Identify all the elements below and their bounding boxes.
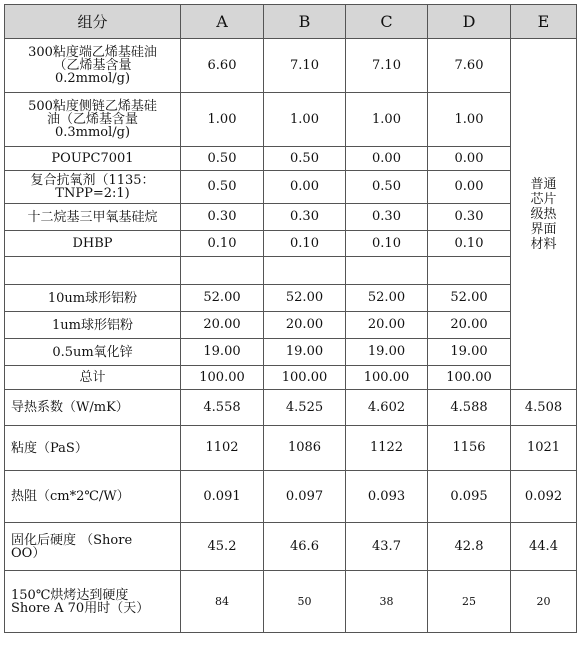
value-cell-b: 1.00 (264, 93, 346, 147)
value-cell-d: 100.00 (428, 366, 511, 390)
value-cell-d (428, 257, 511, 285)
formulation-table (4, 4, 577, 633)
header-d: D (428, 5, 511, 39)
row-label-line: 10um球形铝粉 (47, 290, 138, 306)
composition-row (5, 147, 577, 171)
value-cell-a: 0.50 (181, 147, 264, 171)
value-cell-d: 0.00 (428, 171, 511, 204)
value-cell-a: 6.60 (181, 39, 264, 93)
composition-row (5, 93, 577, 147)
value-cell-d: 0.30 (428, 204, 511, 231)
value-cell-d: 52.00 (428, 285, 511, 312)
value-cell-b: 0.097 (264, 471, 346, 523)
header-b: B (264, 5, 346, 39)
row-label (5, 231, 181, 257)
value-cell-c: 100.00 (346, 366, 428, 390)
value-cell-d: 25 (428, 571, 511, 633)
header-c: C (346, 5, 428, 39)
row-label-line: 0.2mmol/g) (54, 71, 131, 86)
value-cell-a: 0.10 (181, 231, 264, 257)
header-e: E (511, 5, 577, 39)
row-label (5, 390, 181, 426)
row-label-line: 0.5um氧化锌 (52, 344, 133, 360)
row-label (5, 39, 181, 93)
value-cell-b: 46.6 (264, 523, 346, 571)
value-cell-c: 0.50 (346, 171, 428, 204)
value-cell-a: 1.00 (181, 93, 264, 147)
header-row (5, 5, 577, 39)
value-cell-b: 20.00 (264, 312, 346, 339)
value-cell-d: 0.095 (428, 471, 511, 523)
value-cell-a: 20.00 (181, 312, 264, 339)
composition-row (5, 231, 577, 257)
value-cell-c: 0.00 (346, 147, 428, 171)
header-a: A (181, 5, 264, 39)
row-label-line: 0.3mmol/g) (54, 125, 131, 140)
property-row (5, 571, 577, 633)
row-label-line: 复合抗氧剂（1135： (30, 173, 155, 188)
value-cell-d: 1156 (428, 426, 511, 471)
value-cell-e: 20 (511, 571, 577, 633)
composition-row (5, 312, 577, 339)
value-cell-b: 52.00 (264, 285, 346, 312)
value-cell-c: 52.00 (346, 285, 428, 312)
row-label (5, 257, 181, 285)
data-table-sheet (4, 4, 576, 645)
value-cell-b: 0.30 (264, 204, 346, 231)
value-cell-c (346, 257, 428, 285)
property-row (5, 390, 577, 426)
value-cell-b: 1086 (264, 426, 346, 471)
property-row (5, 471, 577, 523)
row-label (5, 471, 181, 523)
row-label-line: DHBP (72, 236, 113, 251)
header-component: 组分 (5, 5, 181, 39)
value-cell-b: 4.525 (264, 390, 346, 426)
value-cell-b: 7.10 (264, 39, 346, 93)
row-label (5, 285, 181, 312)
value-cell-a: 45.2 (181, 523, 264, 571)
composition-row (5, 257, 577, 285)
value-cell-b: 50 (264, 571, 346, 633)
composition-row (5, 366, 577, 390)
value-cell-b: 0.00 (264, 171, 346, 204)
row-label-line: 十二烷基三甲氧基硅烷 (27, 209, 158, 225)
row-label-line: 总计 (79, 370, 106, 385)
row-label-line: 150℃烘烤达到硬度 (11, 587, 129, 603)
value-cell-a: 100.00 (181, 366, 264, 390)
value-cell-b: 19.00 (264, 339, 346, 366)
property-row (5, 523, 577, 571)
property-row (5, 426, 577, 471)
value-cell-e: 44.4 (511, 523, 577, 571)
composition-row (5, 171, 577, 204)
row-label (5, 523, 181, 571)
value-cell-d: 20.00 (428, 312, 511, 339)
value-cell-a (181, 257, 264, 285)
row-label (5, 93, 181, 147)
row-label (5, 171, 181, 204)
value-cell-c: 1122 (346, 426, 428, 471)
e-group-label: 普通芯片级热界面材料 (511, 39, 577, 390)
value-cell-c: 0.30 (346, 204, 428, 231)
value-cell-c: 7.10 (346, 39, 428, 93)
value-cell-a: 0.30 (181, 204, 264, 231)
value-cell-b: 0.10 (264, 231, 346, 257)
value-cell-a: 1102 (181, 426, 264, 471)
row-label-line: TNPP=2:1) (55, 186, 130, 201)
value-cell-d: 1.00 (428, 93, 511, 147)
value-cell-c: 20.00 (346, 312, 428, 339)
value-cell-b: 100.00 (264, 366, 346, 390)
value-cell-c: 19.00 (346, 339, 428, 366)
value-cell-a: 84 (181, 571, 264, 633)
value-cell-a: 0.50 (181, 171, 264, 204)
value-cell-e: 0.092 (511, 471, 577, 523)
value-cell-d: 4.588 (428, 390, 511, 426)
row-label-line: 热阻（cm*2℃/W） (11, 489, 130, 504)
row-label-line: 粘度（PaS） (11, 440, 88, 456)
value-cell-a: 4.558 (181, 390, 264, 426)
row-label (5, 312, 181, 339)
row-label-line: Shore A 70用时（天） (11, 600, 150, 616)
value-cell-b: 0.50 (264, 147, 346, 171)
properties-section (5, 390, 577, 633)
value-cell-c: 0.10 (346, 231, 428, 257)
value-cell-b (264, 257, 346, 285)
row-label-line: 300粘度端乙烯基硅油 (28, 45, 157, 60)
row-label-line: 1um球形铝粉 (52, 317, 133, 333)
composition-section (5, 39, 577, 390)
row-label-line: 固化后硬度 （Shore (11, 532, 133, 548)
row-label (5, 426, 181, 471)
value-cell-d: 0.10 (428, 231, 511, 257)
row-label-line: 500粘度侧链乙烯基硅 (28, 99, 157, 114)
value-cell-c: 43.7 (346, 523, 428, 571)
value-cell-d: 19.00 (428, 339, 511, 366)
row-label (5, 571, 181, 633)
value-cell-d: 0.00 (428, 147, 511, 171)
value-cell-c: 0.093 (346, 471, 428, 523)
composition-row (5, 339, 577, 366)
row-label (5, 147, 181, 171)
value-cell-c: 38 (346, 571, 428, 633)
value-cell-e: 1021 (511, 426, 577, 471)
value-cell-a: 52.00 (181, 285, 264, 312)
value-cell-a: 0.091 (181, 471, 264, 523)
composition-row (5, 39, 577, 93)
row-label-line: （乙烯基含量 (53, 58, 132, 73)
row-label (5, 339, 181, 366)
row-label-line: POUPC7001 (51, 151, 134, 166)
value-cell-a: 19.00 (181, 339, 264, 366)
row-label-line: 油（乙烯基含量 (46, 112, 138, 127)
row-label-line: OO） (11, 545, 46, 561)
composition-row (5, 285, 577, 312)
value-cell-c: 1.00 (346, 93, 428, 147)
value-cell-e: 4.508 (511, 390, 577, 426)
row-label (5, 366, 181, 390)
value-cell-d: 7.60 (428, 39, 511, 93)
value-cell-c: 4.602 (346, 390, 428, 426)
composition-row (5, 204, 577, 231)
row-label (5, 204, 181, 231)
row-label-line: 导热系数（W/mK） (11, 400, 129, 415)
value-cell-d: 42.8 (428, 523, 511, 571)
